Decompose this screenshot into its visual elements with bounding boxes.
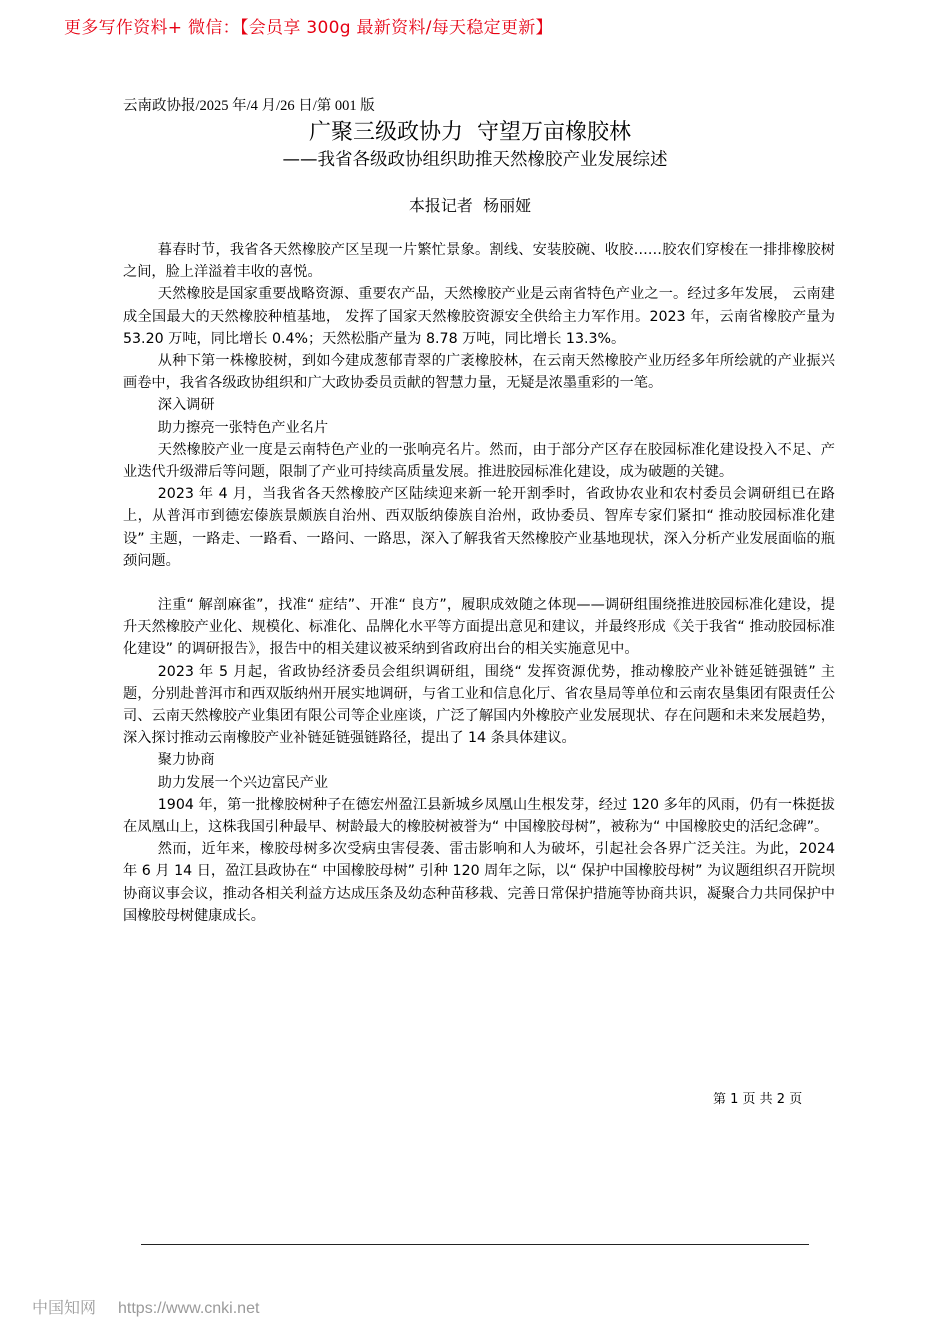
paragraph: 从种下第一株橡胶树，到如今建成葱郁青翠的广袤橡胶林，在云南天然橡胶产业历经多年所绘就的产业振兴画卷中，我省各级政协组织和广大政协委员贡献的智慧力量，无疑是浓墨重彩的一笔。 — [123, 353, 835, 392]
footer-divider — [141, 1244, 809, 1245]
paragraph: 天然橡胶是国家重要战略资源、重要农产品，天然橡胶产业是云南省特色产业之一。经过多年发展， 云南建成全国最大的天然橡胶种植基地， 发挥了国家天然橡胶资源安全供给主力军作用。2023 年，云南省橡胶产量为 53.20 万吨，同比增长 0.4%；天然松脂产量为 8.78 万吨，同比增长 13.3%。 — [123, 286, 835, 347]
article-title — [0, 115, 950, 146]
article-body — [123, 239, 835, 927]
footer — [32, 1295, 259, 1318]
section-heading: 聚力协商 — [157, 752, 215, 769]
page-indicator: 第 1 页 共 2 页 — [713, 1092, 803, 1107]
section-heading: 深入调研 — [157, 397, 215, 414]
footer-url-link[interactable]: https://www.cnki.net — [118, 1300, 260, 1317]
paragraph: 2023 年 5 月起，省政协经济委员会组织调研组，围绕“ 发挥资源优势，推动橡胶产业补链延链强链” 主题，分别赴普洱市和西双版纳州开展实地调研，与省工业和信息化厅、省农垦局等单位和云南农垦集团有限责任公司、云南天然橡胶产业集团有限公司等企业座谈，广泛了解国内外橡胶产业发展现状、存在问题和未来发展趋势，深入探讨推动云南橡胶产业补链延链强链路径，提出了 14 条具体建议。 — [123, 663, 835, 747]
byline: 本报记者 杨丽娅 — [408, 196, 532, 215]
promo-banner: 更多写作资料+ 微信：【会员享 300g 最新资料/每天稳定更新】 — [64, 18, 553, 38]
source-line: 云南政协报/2025 年/4 月/26 日/第 001 版 — [123, 98, 375, 114]
section-subheading: 助力发展一个兴边富民产业 — [157, 774, 329, 791]
paragraph: 天然橡胶产业一度是云南特色产业的一张响亮名片。然而，由于部分产区存在胶园标准化建设投入不足、产业迭代升级滞后等问题，限制了产业可持续高质量发展。推进胶园标准化建设，成为破题的关键。 — [123, 441, 835, 481]
footer-brand: 中国知网 — [32, 1300, 97, 1317]
paragraph: 暮春时节，我省各天然橡胶产区呈现一片繁忙景象。割线、安装胶碗、收胶……胶农们穿梭在一排排橡胶树之间，脸上洋溢着丰收的喜悦。 — [123, 242, 835, 281]
section-subheading: 助力擦亮一张特色产业名片 — [157, 419, 329, 436]
article-title-text: 广聚三级政协力 守望万亩橡胶林 — [309, 120, 631, 145]
paragraph: 注重“ 解剖麻雀”，找准“ 症结”、开准“ 良方”，履职成效随之体现——调研组围绕推进胶园标准化建设，提升天然橡胶产业化、规模化、标准化、品牌化水平等方面提出意见和建议，并最终形成《关于我省“ 推动胶园标准化建设” 的调研报告》，报告中的相关建议被采纳到省政府出台的相关实施意见中。 — [123, 597, 835, 658]
article-subtitle: ——我省各级政协组织助推天然橡胶产业发展综述 — [282, 150, 668, 170]
paragraph: 2023 年 4 月，当我省各天然橡胶产区陆续迎来新一轮开割季时，省政协农业和农村委员会调研组已在路上，从普洱市到德宏傣族景颇族自治州、西双版纳傣族自治州，政协委员、智库专家们紧扣“ 推动胶园标准化建设” 主题，一路走、一路看、一路问、一路思，深入了解我省天然橡胶产业基地现状，深入分析产业发展面临的瓶颈问题。 — [123, 486, 835, 569]
paragraph: 然而，近年来，橡胶母树多次受病虫害侵袭、雷击影响和人为破坏，引起社会各界广泛关注。为此，2024 年 6 月 14 日，盈江县政协在“ 中国橡胶母树” 引种 120 周年之际，以“ 保护中国橡胶母树” 为议题组织召开院坝协商议事会议，推动各相关利益方达成压条及幼态种苗移栽、完善日常保护措施等协商共识，凝聚合力共同保护中国橡胶母树健康成长。 — [123, 841, 835, 924]
paragraph: 1904 年，第一批橡胶树种子在德宏州盈江县新城乡凤凰山生根发芽，经过 120 多年的风雨，仍有一株挺拔在凤凰山上，这株我国引种最早、树龄最大的橡胶树被誉为“ 中国橡胶母树”，被称为“ 中国橡胶史的活纪念碑”。 — [123, 796, 835, 836]
